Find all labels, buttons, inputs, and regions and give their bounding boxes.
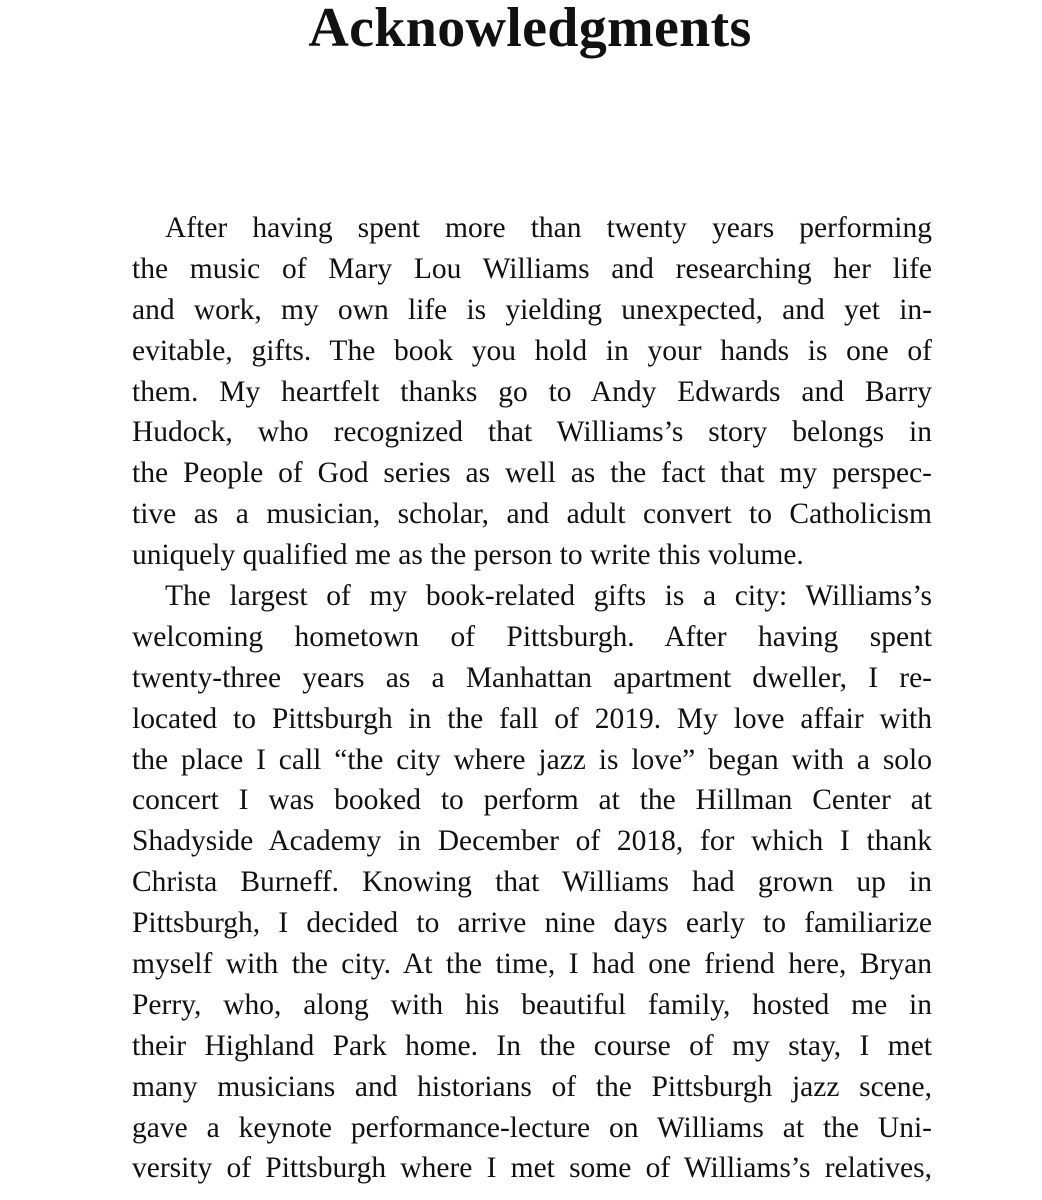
paragraph-1-line: and work, my own life is yielding unexpected, and yet in- (132, 293, 932, 326)
paragraph-1-line: evitable, gifts. The book you hold in your hands is one of (132, 334, 932, 367)
paragraph-2-line: located to Pittsburgh in the fall of 2019. My love affair with (132, 702, 932, 735)
paragraph-1-line: tive as a musician, scholar, and adult convert to Catholicism (132, 498, 932, 531)
paragraph-2-line: concert I was booked to perform at the Hillman Center at (132, 784, 932, 817)
paragraph-2-line: their Highland Park home. In the course of my stay, I met (132, 1029, 932, 1062)
paragraph-2-line: versity of Pittsburgh where I met some of Williams’s relatives, (132, 1152, 932, 1185)
paragraph-2-line: Perry, who, along with his beautiful family, hosted me in (132, 988, 932, 1021)
paragraph-2-line: Shadyside Academy in December of 2018, for which I thank (132, 825, 932, 858)
paragraph-1-line: the People of God series as well as the fact that my perspec- (132, 457, 932, 490)
paragraph-2-line: gave a keynote performance-lecture on Williams at the Uni- (132, 1111, 932, 1144)
paragraph-2-line: welcoming hometown of Pittsburgh. After having spent (132, 620, 932, 653)
paragraph-2-line: many musicians and historians of the Pittsburgh jazz scene, (132, 1070, 932, 1103)
paragraph-1-line: them. My heartfelt thanks go to Andy Edwards and Barry (132, 375, 932, 408)
paragraph-2-line: myself with the city. At the time, I had one friend here, Bryan (132, 948, 932, 981)
paragraph-1-line: After having spent more than twenty years performing (165, 212, 932, 244)
body-text (132, 208, 932, 1189)
paragraph-2-line: twenty-three years as a Manhattan apartment dweller, I re- (132, 661, 932, 694)
paragraph-2-line: Christa Burneff. Knowing that Williams had grown up in (132, 866, 932, 899)
paragraph-2-line: the place I call “the city where jazz is love” began with a solo (132, 743, 932, 776)
paragraph-1-line: uniquely qualified me as the person to write this volume. (132, 539, 804, 572)
paragraph-2-line: The largest of my book-related gifts is a city: Williams’s (165, 580, 932, 613)
page-title: Acknowledgments (308, 0, 752, 59)
paragraph-2-line: Pittsburgh, I decided to arrive nine days early to familiarize (132, 907, 932, 940)
paragraph-1-line: the music of Mary Lou Williams and researching her life (132, 252, 932, 285)
paragraph-1-line: Hudock, who recognized that Williams’s story belongs in (132, 416, 932, 449)
